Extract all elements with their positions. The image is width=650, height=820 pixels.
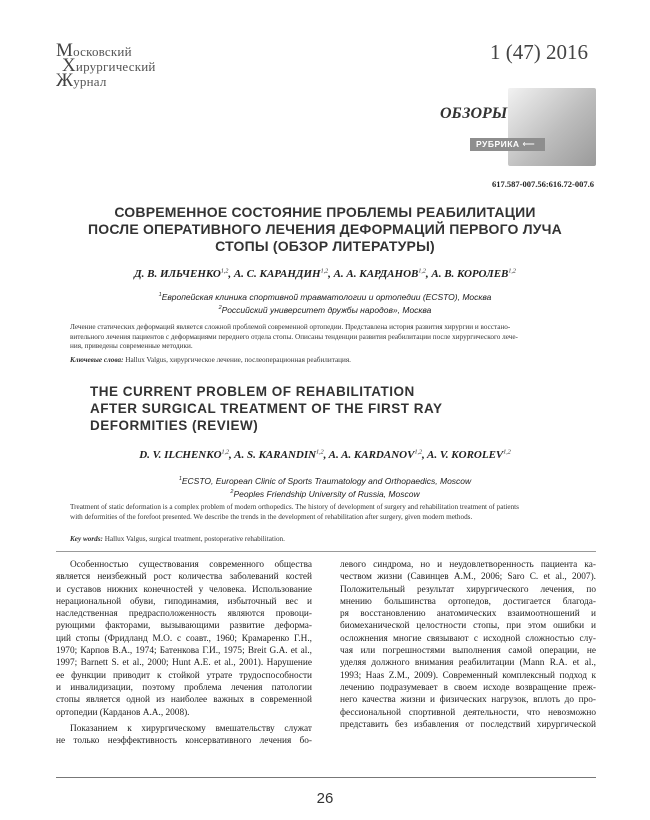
author-affil: 1,2	[414, 449, 422, 456]
body-line: и инвалидизации, поэтому проблема лечения патологии	[56, 682, 312, 693]
body-line: нерациональной обуви, гиподинамия, избыточный вес и	[56, 596, 312, 607]
rubric-label: РУБРИКА	[476, 139, 520, 149]
title-line: THE CURRENT PROBLEM OF REHABILITATION	[90, 384, 415, 399]
author-affil: 1,2	[503, 449, 511, 456]
keywords-label: Ключевые слова:	[70, 356, 124, 364]
abstract-line: ния, приведены современные методики.	[70, 342, 193, 350]
rubric-badge	[470, 138, 545, 151]
author-affil: 1,2	[508, 268, 516, 275]
body-line: биомеханической целостности стопы, при этом ошибки и	[340, 621, 596, 632]
title-line: AFTER SURGICAL TREATMENT OF THE FIRST RAY	[90, 401, 443, 416]
section-divider	[56, 551, 596, 552]
body-line: представить без избавления от последствий хирургической	[340, 719, 596, 730]
body-line: является неизбежный рост количества заболеваний костей	[56, 572, 312, 583]
arrow-left-icon: ⟵	[522, 139, 536, 149]
keywords-label: Key words:	[70, 535, 103, 543]
author: A. V. KOROLEV	[427, 449, 504, 461]
title-en	[90, 383, 570, 434]
logo-line: Журнал	[56, 70, 107, 91]
title-line: СОВРЕМЕННОЕ СОСТОЯНИЕ ПРОБЛЕМЫ РЕАБИЛИТАЦИИ	[114, 204, 536, 220]
udc-code: 617.587-007.56:616.72-007.6	[492, 179, 594, 189]
affiliation: $^2$Peoples Friendship University of Russia, Moscow	[230, 488, 420, 499]
authors-ru: Д. В. ИЛЬЧЕНКО$^{1,2}$, А. С. КАРАНДИН$^{1,2}$, А. А. КАРДАНОВ$^{1,2}$, А. В. КОРОЛЕВ$^{1,2}$	[134, 268, 516, 280]
body-line: не только неэффективность консервативного лечения бо-	[56, 736, 312, 747]
page-number: 26	[316, 790, 334, 807]
body-line: ее функции приводит к стойкой утрате трудоспособности	[56, 670, 312, 681]
author-affil: 1,2	[320, 268, 329, 275]
body-line: осложнения многие связывают с исходной сложностью слу-	[340, 633, 596, 644]
title-ru	[0, 204, 650, 255]
body-line: фессиональной спортивной деятельности, что невозможно	[340, 707, 596, 718]
body-line: Особенностью существования современного общества	[70, 560, 312, 570]
author: A. S. KARANDIN	[234, 449, 317, 461]
title-line: DEFORMITIES (REVIEW)	[90, 418, 259, 433]
body-line: уделяя должного внимания реабилитации (Mann R.A. et al.,	[340, 658, 596, 669]
author-affil: 1,2	[221, 449, 230, 456]
affiliation: $^1$Европейская клиника спортивной травматологии и ортопедии (ECSTO), Москва	[158, 291, 492, 302]
affiliations-en	[0, 474, 650, 500]
title-line: СТОПЫ (ОБЗОР ЛИТЕРАТУРЫ)	[215, 238, 435, 254]
footer-divider	[56, 777, 596, 778]
body-line: ортопедии (Карданов А.А., 2008).	[56, 707, 190, 718]
abstract-en	[70, 503, 596, 522]
author-affil: 1,2	[418, 268, 426, 275]
body-line: стопы является одной из наиболее важных в современной	[56, 695, 312, 706]
tab-background	[508, 88, 596, 166]
body-line: ря восстановлению анатомических взаимоотношений и	[340, 609, 596, 620]
section-label: ОБЗОРЫ	[440, 105, 508, 122]
abstract-ru	[70, 323, 596, 352]
keywords-en: Key words: Hallux Valgus, surgical treatment, postoperative rehabilitation.	[70, 535, 285, 543]
body-line: лечению подразумевает в своем исходе возвращение преж-	[340, 682, 596, 693]
body-line: чая или погрешностями выполнения самой операции, не	[340, 646, 596, 657]
body-line: 1997; Barnett S. et al., 2000; Hunt A.E. et al., 2001). Нарушение	[56, 658, 312, 669]
affiliation: $^1$ECSTO, European Clinic of Sports Traumatology and Orthopaedics, Moscow	[178, 475, 472, 486]
author-affil: 1,2	[316, 449, 324, 456]
authors-en: D. V. ILCHENKO$^{1,2}$, A. S. KARANDIN$^{1,2}$, A. A. KARDANOV$^{1,2}$, A. V. KOROLEV$^{1,2}$	[139, 449, 511, 461]
body-column-right	[340, 559, 596, 731]
body-line: наследственная предрасположенность являются провоци-	[56, 609, 312, 620]
abstract-line: вительного лечения пациентов с деформациями переднего отдела стопы. Описаны тенденции развития реабилитации после хирургического лече-	[70, 332, 518, 341]
body-line: левого синдрома, но и неудовлетворенность пациента ка-	[340, 560, 596, 570]
author: D. V. ILCHENKO	[139, 449, 222, 461]
title-line: ПОСЛЕ ОПЕРАТИВНОГО ЛЕЧЕНИЯ ДЕФОРМАЦИЙ ПЕРВОГО ЛУЧА	[87, 221, 562, 237]
affiliations-ru	[0, 290, 650, 316]
author: А. В. КОРОЛЕВ	[431, 268, 509, 280]
body-line: Показанием к хирургическому вмешательству служат	[70, 723, 312, 734]
abstract-line: Treatment of static deformation is a complex problem of modern orthopedics. The history of development of surgery and rehabilitation treatment of patients	[70, 503, 519, 511]
body-line: рующими факторами, вызывающими развитие деформа-	[56, 621, 312, 632]
author-affil: 1,2	[220, 268, 229, 275]
abstract-line: Лечение статических деформаций является сложной проблемой современной ортопедии. Представлена история развития хирургии и восстано-	[70, 323, 511, 331]
body-line: Положительный результат хирургического лечения, по	[340, 584, 596, 595]
body-column-left	[56, 559, 312, 747]
issue-number: 1 (47) 2016	[490, 40, 588, 64]
body-line: чеством жизни (Савинцев А.М., 2006; Saro C. et al., 2007).	[340, 572, 596, 583]
body-line: и суставов нижних конечностей у человека. Использование	[56, 584, 312, 595]
body-line: мнению большинства ортопедов, достигается благода-	[340, 596, 596, 607]
author: А. С. КАРАНДИН	[233, 268, 321, 280]
logo-line: Московский	[56, 40, 132, 61]
journal-logo	[56, 40, 156, 91]
body-line: 1993; Haas Z.M., 2009). Современный комплексный подход к	[340, 670, 596, 681]
logo-line: Хирургический	[62, 55, 156, 76]
author: А. А. КАРДАНОВ	[333, 268, 419, 280]
abstract-line: with deformities of the forefoot presented. We describe the trends in the development of rehabilitation after surgery, given modern methods.	[70, 512, 473, 521]
affiliation: $^2$Российский университет дружбы народов», Москва	[218, 304, 432, 315]
author: Д. В. ИЛЬЧЕНКО	[134, 268, 221, 280]
keywords-ru: Ключевые слова: Hallux Valgus, хирургическое лечение, послеоперационная реабилитация.	[70, 356, 351, 364]
body-line: него качества жизни и физических нагрузок, вплоть до про-	[340, 695, 596, 706]
body-line: ций стопы (Фридланд М.О. с соавт., 1960; Крамаренко Г.Н.,	[56, 633, 312, 644]
author: A. A. KARDANOV	[328, 449, 415, 461]
body-line: 1970; Карпов В.А., 1974; Батенкова Г.И., 1975; Breit G.A. et al.,	[56, 646, 312, 657]
section-tab	[430, 88, 596, 166]
